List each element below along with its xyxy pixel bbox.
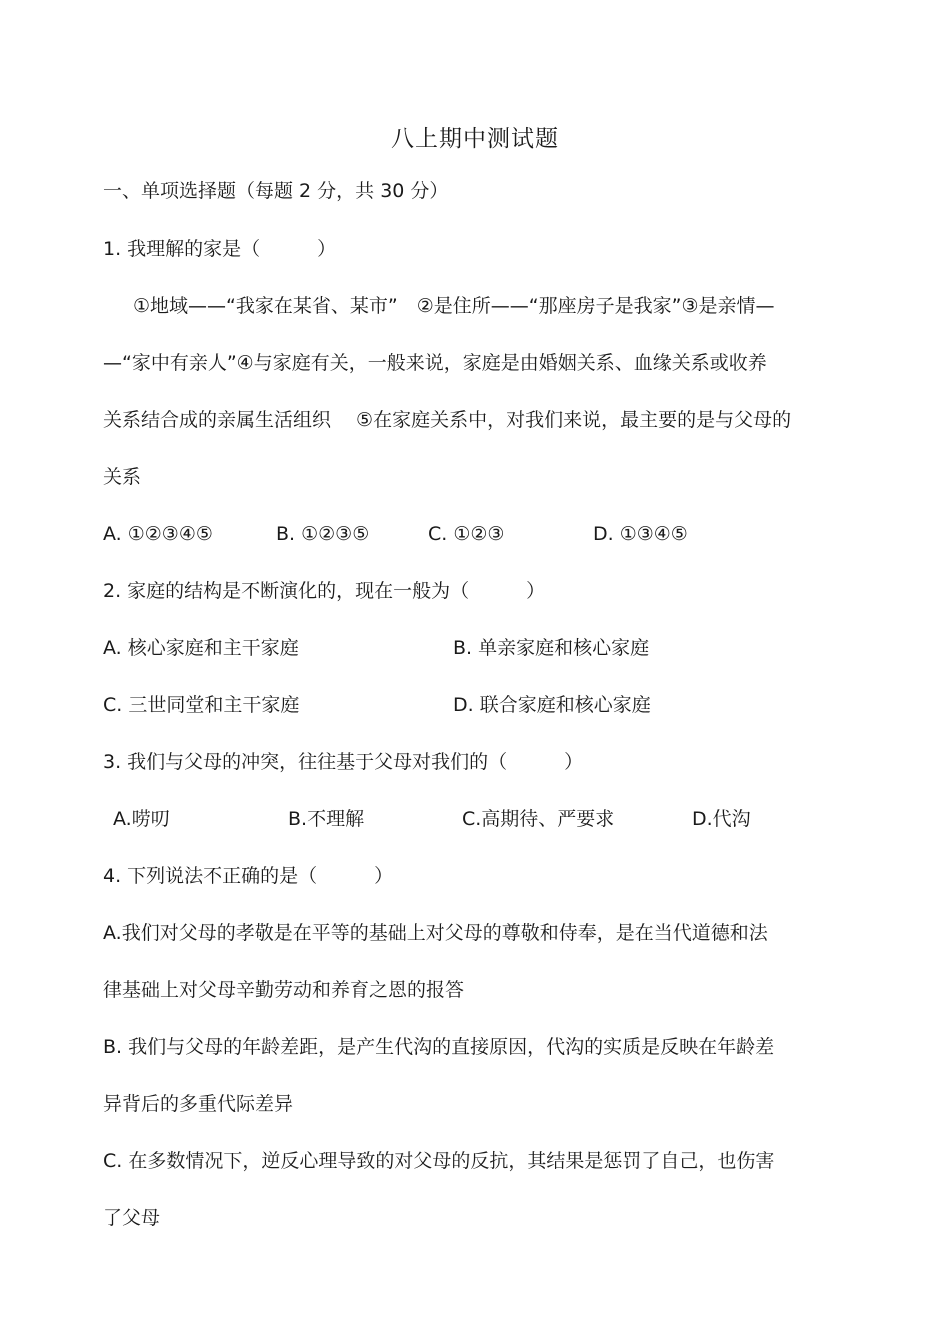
question-4-option-c: C. 在多数情况下，逆反心理导致的对父母的反抗，其结果是惩罚了自己，也伤害	[103, 1150, 775, 1172]
question-1-stem: 1. 我理解的家是（ ）	[103, 238, 337, 260]
question-1-option-c: C. ①②③	[428, 523, 505, 545]
question-1-line: 关系	[103, 466, 142, 488]
question-4-option-c-cont: 了父母	[103, 1207, 161, 1229]
page-title: 八上期中测试题	[391, 126, 559, 152]
question-3-option-d: D.代沟	[692, 808, 751, 830]
section-heading: 一、单项选择题（每题 2 分，共 30 分）	[103, 180, 449, 202]
question-4-option-a-cont: 律基础上对父母辛勤劳动和养育之恩的报答	[103, 979, 465, 1001]
question-4-stem: 4. 下列说法不正确的是（ ）	[103, 865, 394, 887]
question-2-option-c: C. 三世同堂和主干家庭	[103, 694, 300, 716]
question-4-option-b-cont: 异背后的多重代际差异	[103, 1093, 294, 1115]
question-3-option-a: A.唠叨	[113, 808, 170, 830]
question-3-stem: 3. 我们与父母的冲突，往往基于父母对我们的（ ）	[103, 751, 584, 773]
question-1-line: ①地域——“我家在某省、某市” ②是住所——“那座房子是我家”③是亲情—	[133, 295, 775, 317]
question-2-stem: 2. 家庭的结构是不断演化的，现在一般为（ ）	[103, 580, 546, 602]
question-1-option-a: A. ①②③④⑤	[103, 523, 213, 545]
question-4-option-a: A.我们对父母的孝敬是在平等的基础上对父母的尊敬和侍奉，是在当代道德和法	[103, 922, 768, 944]
question-4-option-b: B. 我们与父母的年龄差距，是产生代沟的直接原因，代沟的实质是反映在年龄差	[103, 1036, 775, 1058]
question-2-option-b: B. 单亲家庭和核心家庭	[453, 637, 650, 659]
question-1-option-b: B. ①②③⑤	[276, 523, 370, 545]
question-3-option-b: B.不理解	[288, 808, 365, 830]
question-2-option-d: D. 联合家庭和核心家庭	[453, 694, 651, 716]
question-2-option-a: A. 核心家庭和主干家庭	[103, 637, 299, 659]
question-1-line: 关系结合成的亲属生活组织 ⑤在家庭关系中，对我们来说，最主要的是与父母的	[103, 409, 792, 431]
question-1-option-d: D. ①③④⑤	[593, 523, 688, 545]
question-3-option-c: C.高期待、严要求	[462, 808, 615, 830]
question-1-line: —“家中有亲人”④与家庭有关，一般来说，家庭是由婚姻关系、血缘关系或收养	[103, 352, 767, 374]
